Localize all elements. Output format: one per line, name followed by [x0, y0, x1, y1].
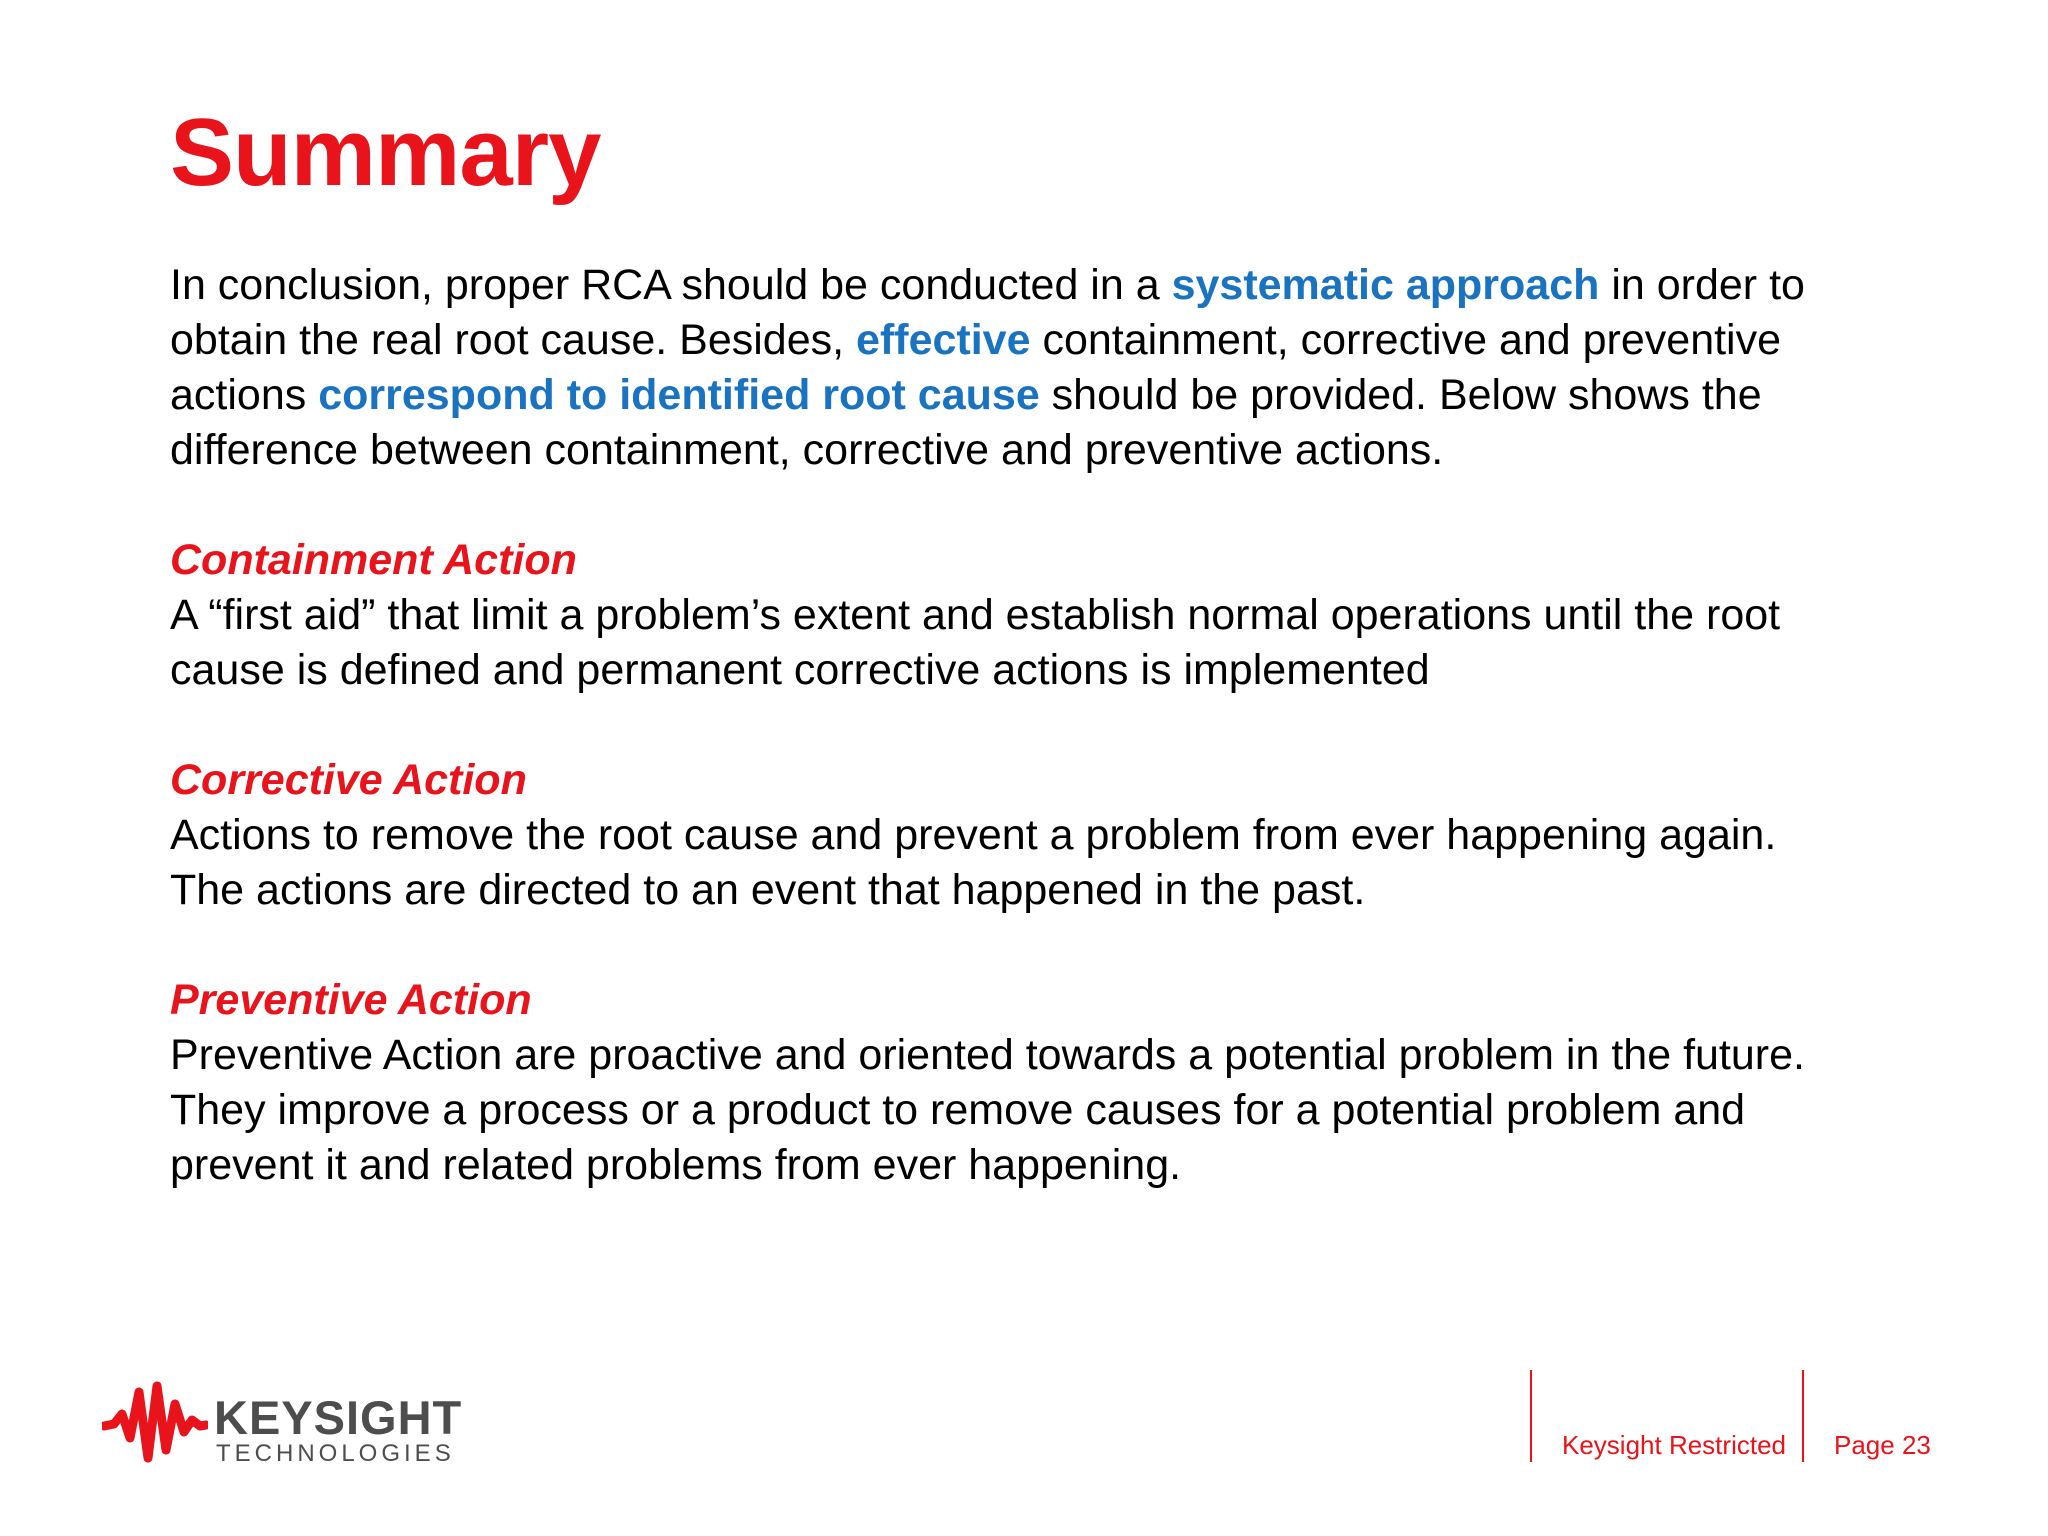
section-body-preventive: Preventive Action are proactive and oriented towards a potential problem in the future. They improve a process or a product to remove causes for a potential problem and prevent it and related problems from ever happening. — [170, 1031, 1805, 1189]
intro-highlight-systematic: systematic approach — [1171, 261, 1600, 309]
logo-wordmark: KEYSIGHT — [214, 1391, 463, 1444]
section-containment — [170, 533, 1820, 698]
section-corrective — [170, 753, 1820, 918]
footer-divider-left — [1530, 1370, 1532, 1462]
keysight-wave-icon — [102, 1380, 208, 1470]
intro-text-1: In conclusion, proper RCA should be conducted in a — [170, 261, 1172, 309]
logo-subtitle: TECHNOLOGIES — [216, 1440, 455, 1467]
section-preventive — [170, 973, 1820, 1193]
intro-text-2: in order to obtain the real root cause. Besides, — [170, 261, 1805, 364]
intro-highlight-root-cause: correspond to identified root cause — [318, 371, 1040, 419]
section-heading-preventive: Preventive Action — [170, 976, 532, 1024]
intro-highlight-effective: effective — [856, 316, 1031, 364]
section-heading-containment: Containment Action — [170, 536, 577, 584]
classification-label: Keysight Restricted — [1562, 1430, 1786, 1460]
section-heading-corrective: Corrective Action — [170, 756, 527, 804]
page-label: Page — [1834, 1430, 1895, 1460]
intro-text-4: should be provided. Below shows the difference between containment, corrective and preventive actions. — [170, 371, 1762, 474]
keysight-logo — [102, 1380, 462, 1480]
page-number: 23 — [1901, 1430, 1931, 1460]
footer-divider-right — [1802, 1370, 1804, 1462]
page-indicator — [1834, 1432, 1931, 1458]
slide-content — [170, 258, 1820, 1193]
section-body-containment: A “first aid” that limit a problem’s extent and establish normal operations until the root cause is defined and permanent corrective actions is implemented — [170, 591, 1781, 694]
slide-title: Summary — [170, 99, 601, 206]
section-body-corrective: Actions to remove the root cause and prevent a problem from ever happening again. The actions are directed to an event that happened in the past. — [170, 811, 1777, 914]
intro-text-3: containment, corrective and preventive actions — [170, 316, 1782, 419]
intro-paragraph — [170, 258, 1820, 478]
